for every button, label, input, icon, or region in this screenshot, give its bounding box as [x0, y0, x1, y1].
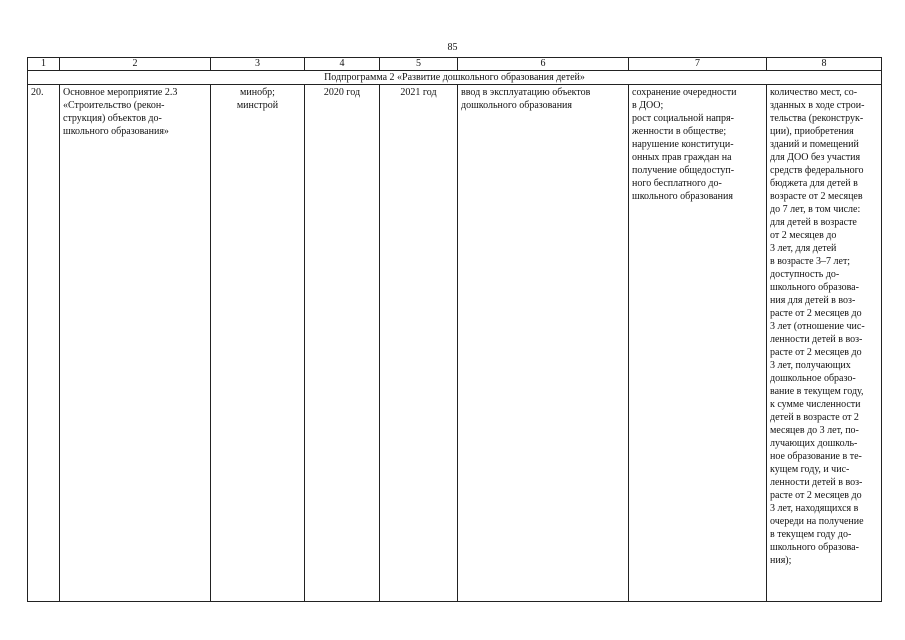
subprogram-title: Подпрограмма 2 «Развитие дошкольного образования детей»: [28, 71, 882, 85]
column-number: 5: [380, 58, 458, 71]
column-number: 1: [28, 58, 60, 71]
column-number: 7: [629, 58, 767, 71]
column-number: 2: [60, 58, 211, 71]
non-implementation-consequences: сохранение очередности в ДОО; рост социальной напря- женности в обществе; нарушение конституци- онных прав граждан на получение общедоступ- ного бесплатного до- школьного образования: [629, 85, 767, 602]
column-number-row: [28, 58, 882, 71]
activity-name: Основное мероприятие 2.3 «Строительство (рекон- струкция) объектов до- школьного образования»: [60, 85, 211, 602]
program-table: [27, 57, 882, 602]
page-number: 85: [447, 42, 458, 53]
start-year: 2020 год: [305, 85, 380, 602]
responsible-executor: минобр; минстрой: [211, 85, 305, 602]
subprogram-row: [28, 71, 882, 85]
column-number: 8: [767, 58, 882, 71]
column-number: 6: [458, 58, 629, 71]
expected-result: ввод в эксплуатацию объектов дошкольного образования: [458, 85, 629, 602]
table-row: [28, 85, 882, 602]
column-number: 3: [211, 58, 305, 71]
column-number: 4: [305, 58, 380, 71]
end-year: 2021 год: [380, 85, 458, 602]
indicators: количество мест, со- зданных в ходе строи- тельства (реконструк- ции), приобретения зданий и помещений для ДОО без участия средств федерального бюджета для детей в возрасте от 2 месяцев до 7 лет, в том числе: для детей в возрасте от 2 месяцев до 3 лет, для детей в возрасте 3–7 лет; доступность до- школьного образова- ния для детей в воз- расте от 2 месяцев до 3 лет (отношение чис- ленности детей в воз- расте от 2 месяцев до 3 лет, получающих дошкольное образо- вание в текущем году, к сумме численности детей в возрасте от 2 месяцев до 3 лет, по- лучающих дошколь- ное образование в те- кущем году, и чис- ленности детей в воз- расте от 2 месяцев до 3 лет, находящихся в очереди на получение в текущем году до- школьного образова- ния);: [767, 85, 882, 602]
row-number: 20.: [28, 85, 60, 602]
